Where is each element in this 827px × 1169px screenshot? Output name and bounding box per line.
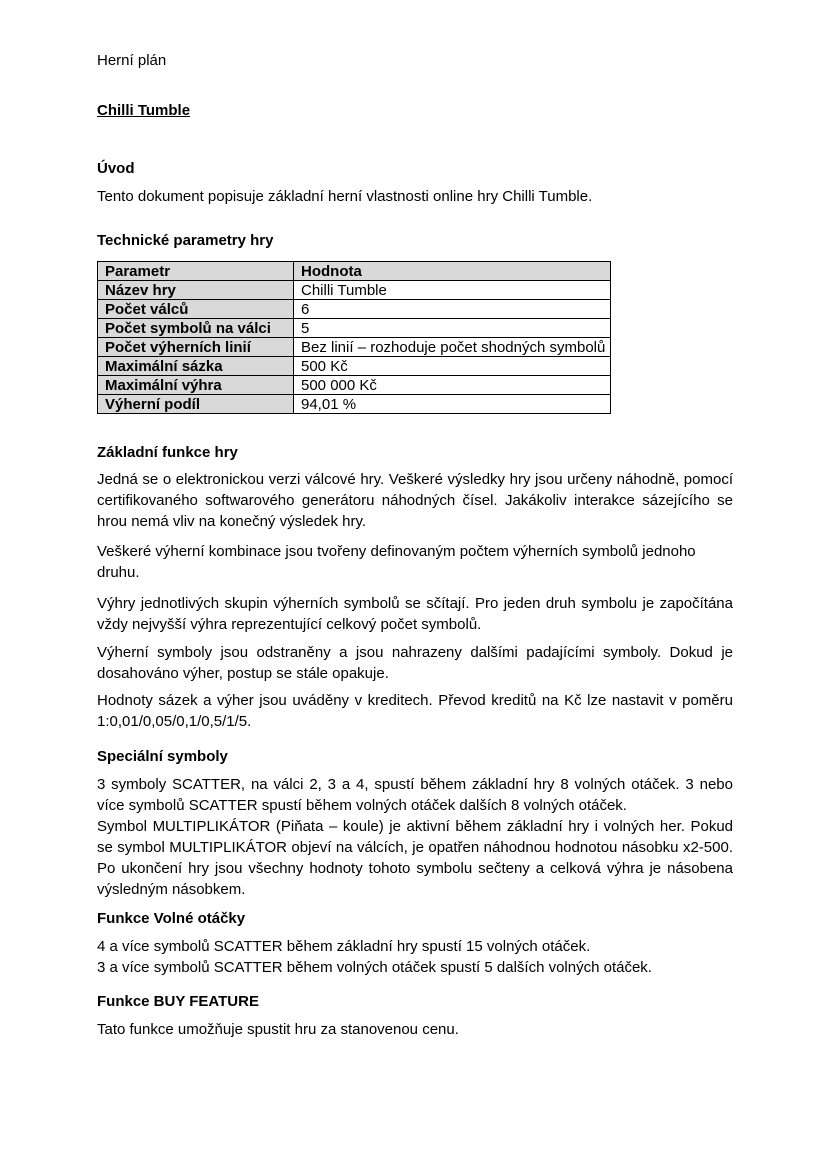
table-row bbox=[98, 395, 611, 414]
table-header-row bbox=[98, 262, 611, 281]
table-row bbox=[98, 338, 611, 357]
table-header-cell-parametr: Parametr bbox=[98, 262, 294, 281]
section-heading-parametry: Technické parametry hry bbox=[97, 232, 274, 249]
section-heading-buy-feature: Funkce BUY FEATURE bbox=[97, 993, 259, 1010]
paragraph: Symbol MULTIPLIKÁTOR (Piňata – koule) je aktivní během základní hry i volných her. Pokud se symbol MULTIPLIKÁTOR objeví na válcích, je opatřen náhodnou hodnotou násobku x2-500. Po ukončení hry jsou všechny hodnoty tohoto symbolu sečteny a celková výhra je násobena výsledným násobkem. bbox=[97, 818, 733, 898]
table-cell-value: 94,01 % bbox=[294, 395, 611, 414]
table-cell-param: Název hry bbox=[98, 281, 294, 300]
table-cell-param: Maximální sázka bbox=[98, 357, 294, 376]
table-row bbox=[98, 281, 611, 300]
document-content bbox=[97, 0, 733, 1040]
table-cell-param: Počet válců bbox=[98, 300, 294, 319]
table-cell-param: Maximální výhra bbox=[98, 376, 294, 395]
free-spins-line-2: 3 a více symbolů SCATTER během volných otáček spustí 5 dalších volných otáček. bbox=[97, 959, 652, 976]
paragraph: Hodnoty sázek a výher jsou uváděny v kreditech. Převod kreditů na Kč lze nastavit v poměru 1:0,01/0,05/0,1/0,5/1/5. bbox=[97, 692, 733, 730]
parameters-table bbox=[97, 261, 611, 414]
document-header: Herní plán bbox=[97, 52, 167, 69]
paragraph bbox=[97, 936, 733, 978]
paragraph: Veškeré výherní kombinace jsou tvořeny definovaným počtem výherních symbolů jednoho druhu. bbox=[97, 543, 696, 581]
table-cell-param: Počet symbolů na válci bbox=[98, 319, 294, 338]
table-cell-param: Výherní podíl bbox=[98, 395, 294, 414]
table-cell-value: 5 bbox=[294, 319, 611, 338]
section-heading-uvod: Úvod bbox=[97, 160, 135, 177]
paragraph: Jedná se o elektronickou verzi válcové hry. Veškeré výsledky hry jsou určeny náhodně, pomocí certifikovaného softwarového generátoru náhodných čísel. Jakákoliv interakce sázejícího se hrou nemá vliv na konečný výsledek hry. bbox=[97, 471, 733, 530]
table-row bbox=[98, 319, 611, 338]
table-row bbox=[98, 357, 611, 376]
paragraph: 3 symboly SCATTER, na válci 2, 3 a 4, spustí během základní hry 8 volných otáček. 3 nebo více symbolů SCATTER spustí během volných otáček dalších 8 volných otáček. bbox=[97, 776, 733, 814]
table-cell-value: Bez linií – rozhoduje počet shodných symbolů bbox=[294, 338, 611, 357]
free-spins-line-1: 4 a více symbolů SCATTER během základní hry spustí 15 volných otáček. bbox=[97, 938, 591, 955]
table-row bbox=[98, 376, 611, 395]
paragraph: Tato funkce umožňuje spustit hru za stanovenou cenu. bbox=[97, 1021, 459, 1038]
intro-paragraph: Tento dokument popisuje základní herní vlastnosti online hry Chilli Tumble. bbox=[97, 188, 593, 205]
table-cell-param: Počet výherních linií bbox=[98, 338, 294, 357]
table-row bbox=[98, 300, 611, 319]
section-heading-volne-otacky: Funkce Volné otáčky bbox=[97, 910, 246, 927]
table-cell-value: Chilli Tumble bbox=[294, 281, 611, 300]
table-cell-value: 500 Kč bbox=[294, 357, 611, 376]
table-cell-value: 6 bbox=[294, 300, 611, 319]
section-heading-zakladni: Základní funkce hry bbox=[97, 444, 238, 461]
document-title: Chilli Tumble bbox=[97, 102, 191, 119]
paragraph: Výhry jednotlivých skupin výherních symbolů se sčítají. Pro jeden druh symbolu je započítána vždy nejvyšší výhra reprezentující celkový počet symbolů. bbox=[97, 595, 733, 633]
paragraph: Výherní symboly jsou odstraněny a jsou nahrazeny dalšími padajícími symboly. Dokud je dosahováno výher, postup se stále opakuje. bbox=[97, 644, 733, 682]
table-cell-value: 500 000 Kč bbox=[294, 376, 611, 395]
table-header-cell-hodnota: Hodnota bbox=[294, 262, 611, 281]
section-heading-specialni: Speciální symboly bbox=[97, 748, 228, 765]
